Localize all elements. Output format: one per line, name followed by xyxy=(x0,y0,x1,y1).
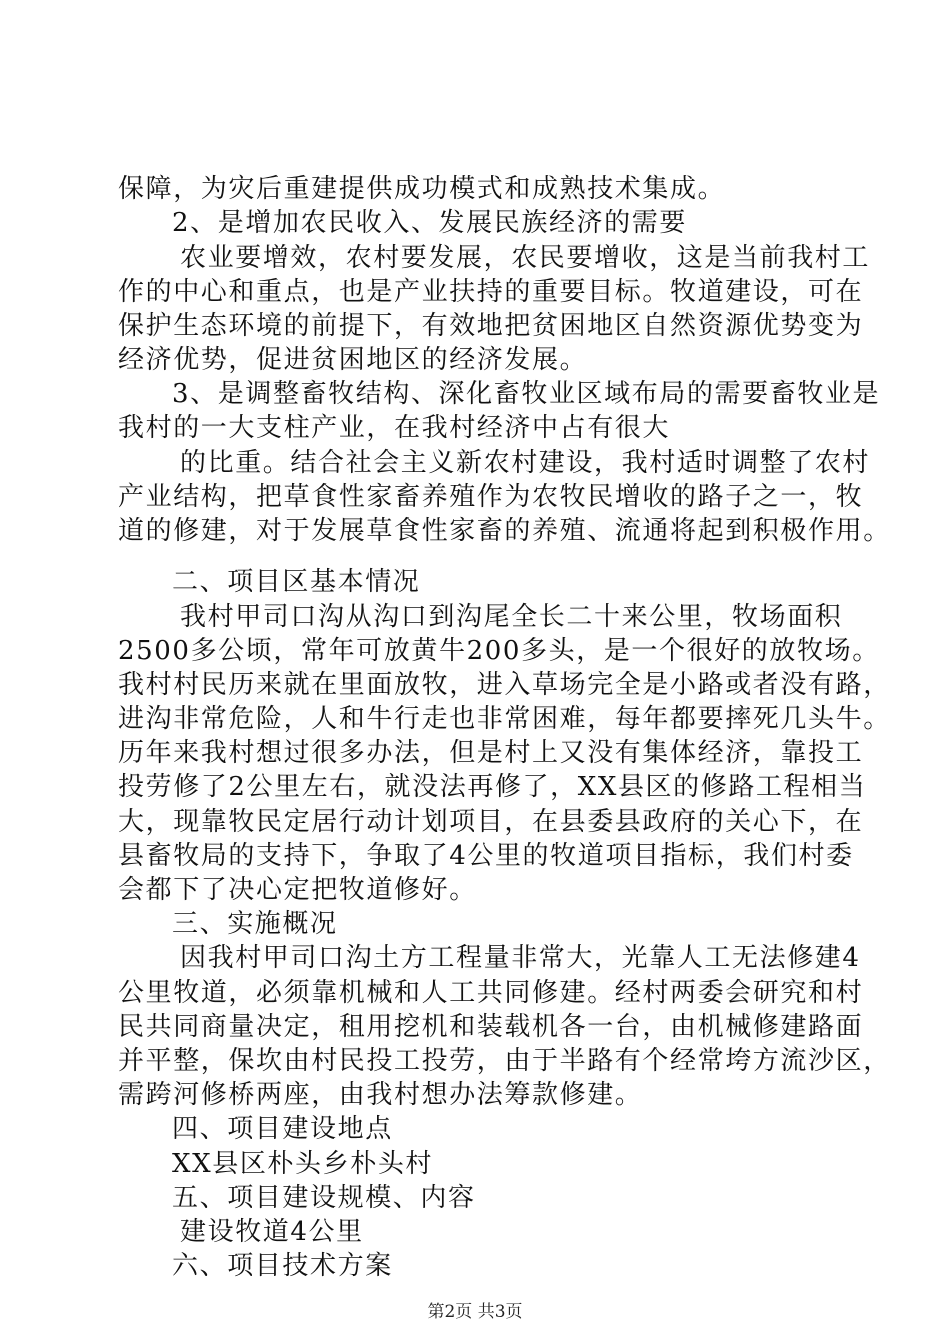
paragraph-line: 投劳修了2公里左右，就没法再修了，XX县区的修路工程相当 xyxy=(118,772,867,802)
paragraph-line: 进沟非常危险，人和牛行走也非常困难，每年都要摔死几头牛。 xyxy=(118,704,891,734)
paragraph-line: 保护生态环境的前提下，有效地把贫困地区自然资源优势变为 xyxy=(118,311,864,341)
paragraph-line: 需跨河修桥两座，由我村想办法筹款修建。 xyxy=(118,1080,643,1110)
paragraph-line: 道的修建，对于发展草食性家畜的养殖、流通将起到积极作用。 xyxy=(118,516,891,546)
paragraph-line: 我村村民历来就在里面放牧，进入草场完全是小路或者没有路， xyxy=(118,670,891,700)
section-heading: 3、是调整畜牧结构、深化畜牧业区域布局的需要畜牧业是 xyxy=(172,379,881,409)
paragraph-line: 经济优势，促进贫困地区的经济发展。 xyxy=(118,345,588,375)
section-heading: 四、项目建设地点 xyxy=(172,1114,393,1144)
paragraph-line: 作的中心和重点，也是产业扶持的重要目标。牧道建设，可在 xyxy=(118,277,864,307)
paragraph-line: 县畜牧局的支持下，争取了4公里的牧道项目指标，我们村委 xyxy=(118,841,854,871)
paragraph-line: 我村甲司口沟从沟口到沟尾全长二十来公里，牧场面积 xyxy=(180,602,843,632)
paragraph-line: 历年来我村想过很多办法，但是村上又没有集体经济，靠投工 xyxy=(118,738,864,768)
paragraph-line: 2500多公顷，常年可放黄牛200多头，是一个很好的放牧场。 xyxy=(118,636,880,666)
section-heading: 三、实施概况 xyxy=(172,909,338,939)
section-heading: 六、项目技术方案 xyxy=(172,1251,393,1281)
paragraph-line: 的比重。结合社会主义新农村建设，我村适时调整了农村 xyxy=(180,448,871,478)
paragraph-line: 会都下了决心定把牧道修好。 xyxy=(118,875,477,905)
section-heading: 五、项目建设规模、内容 xyxy=(172,1183,476,1213)
page-number-footer: 第2页 共3页 xyxy=(427,1302,523,1322)
paragraph-line: 产业结构，把草食性家畜养殖作为农牧民增收的路子之一，牧 xyxy=(118,482,864,512)
paragraph-line: XX县区朴头乡朴头村 xyxy=(172,1149,434,1179)
paragraph-line: 公里牧道，必须靠机械和人工共同修建。经村两委会研究和村 xyxy=(118,978,864,1008)
paragraph-line: 建设牧道4公里 xyxy=(180,1217,364,1247)
paragraph-line: 我村的一大支柱产业，在我村经济中占有很大 xyxy=(118,413,671,443)
paragraph-line: 民共同商量决定，租用挖机和装载机各一台，由机械修建路面 xyxy=(118,1012,864,1042)
section-heading: 2、是增加农民收入、发展民族经济的需要 xyxy=(172,208,687,238)
paragraph-line: 因我村甲司口沟土方工程量非常大，光靠人工无法修建4 xyxy=(180,943,861,973)
paragraph-line: 农业要增效，农村要发展，农民要增收，这是当前我村工 xyxy=(180,243,871,273)
paragraph-line: 保障，为灾后重建提供成功模式和成熟技术集成。 xyxy=(118,174,726,204)
section-heading: 二、项目区基本情况 xyxy=(172,567,421,597)
paragraph-line: 大，现靠牧民定居行动计划项目，在县委县政府的关心下，在 xyxy=(118,807,864,837)
paragraph-line: 并平整，保坎由村民投工投劳，由于半路有个经常垮方流沙区， xyxy=(118,1046,891,1076)
